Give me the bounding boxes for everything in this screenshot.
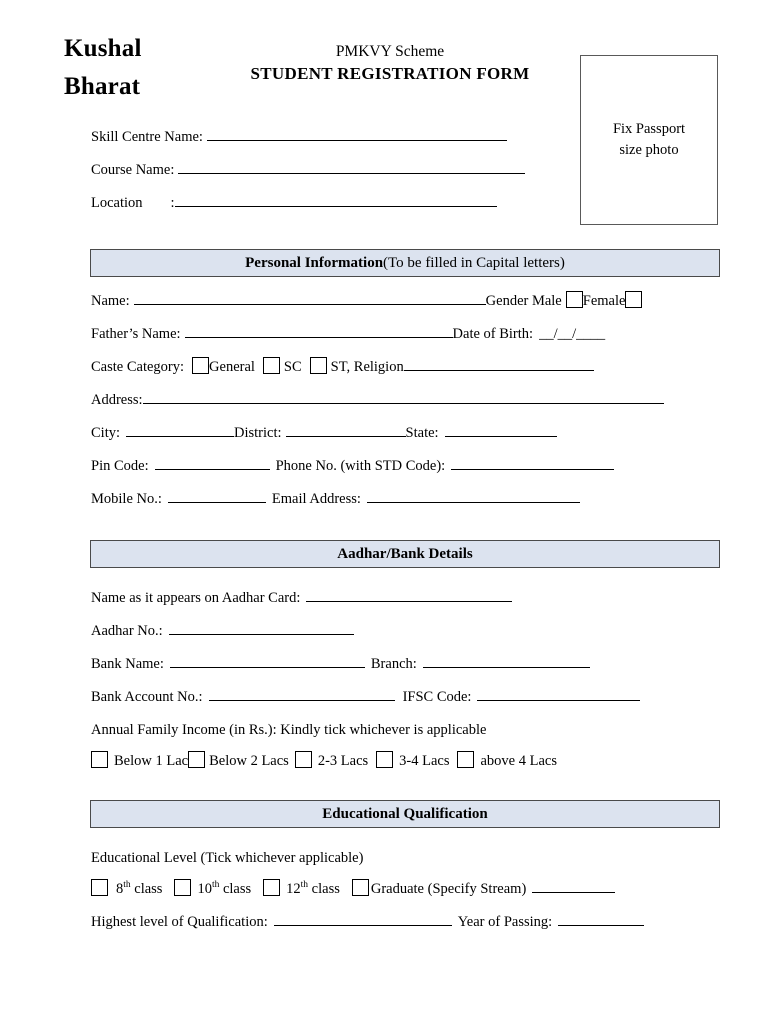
father-name-label: Father’s Name: bbox=[91, 326, 181, 342]
personal-information-heading: Personal Information bbox=[245, 254, 384, 271]
income-option-checkbox-3[interactable] bbox=[295, 751, 312, 768]
education-graduate-label: Graduate (Specify Stream) bbox=[370, 881, 527, 897]
aadhar-number-input[interactable] bbox=[169, 621, 354, 635]
income-option-label-3: 2-3 Lacs bbox=[317, 753, 369, 769]
passport-photo-line-1: Fix Passport bbox=[612, 121, 686, 137]
course-name-label: Course Name: bbox=[91, 162, 175, 178]
father-name-dob-row bbox=[91, 324, 605, 344]
aadhar-name-input[interactable] bbox=[306, 588, 512, 602]
education-12th-label bbox=[286, 881, 340, 897]
address-label: Address: bbox=[91, 392, 143, 408]
caste-category-label: Caste Category: bbox=[91, 359, 185, 375]
logo-line-2: Bharat bbox=[64, 73, 141, 100]
account-ifsc-row bbox=[91, 687, 640, 707]
gender-male-label: Gender Male bbox=[485, 293, 562, 309]
aadhar-bank-details-heading: Aadhar/Bank Details bbox=[337, 545, 473, 562]
father-name-input[interactable] bbox=[185, 324, 453, 338]
district-input[interactable] bbox=[286, 423, 406, 437]
bank-name-input[interactable] bbox=[170, 654, 365, 668]
aadhar-number-row bbox=[91, 621, 354, 641]
education-10th-checkbox[interactable] bbox=[174, 879, 191, 896]
education-graduate-checkbox[interactable] bbox=[352, 879, 369, 896]
pin-code-label: Pin Code: bbox=[91, 458, 149, 474]
caste-sc-label: SC bbox=[283, 359, 302, 375]
education-12th-rest: class bbox=[308, 881, 340, 897]
caste-st-religion-label: ST, Religion bbox=[330, 359, 404, 375]
education-10th-label bbox=[197, 881, 251, 897]
location-input[interactable] bbox=[175, 193, 497, 207]
branch-input[interactable] bbox=[423, 654, 590, 668]
logo-line-1: Kushal bbox=[64, 35, 142, 62]
caste-general-checkbox[interactable] bbox=[192, 357, 209, 374]
educational-qualification-heading: Educational Qualification bbox=[322, 805, 488, 822]
city-district-state-row bbox=[91, 423, 557, 443]
scheme-name: PMKVY Scheme bbox=[335, 43, 445, 60]
aadhar-number-label: Aadhar No.: bbox=[91, 623, 163, 639]
year-of-passing-input[interactable] bbox=[558, 912, 644, 926]
skill-centre-name-row bbox=[91, 127, 507, 147]
form-title-block bbox=[200, 42, 580, 85]
phone-label: Phone No. (with STD Code): bbox=[275, 458, 446, 474]
ifsc-label: IFSC Code: bbox=[402, 689, 472, 705]
educational-level-options-row bbox=[91, 879, 615, 899]
educational-level-label: Educational Level (Tick whichever applicable) bbox=[91, 850, 364, 866]
education-8th-suffix: th bbox=[123, 880, 131, 891]
bank-name-label: Bank Name: bbox=[91, 656, 164, 672]
email-label: Email Address: bbox=[271, 491, 361, 507]
bank-account-input[interactable] bbox=[209, 687, 395, 701]
pincode-phone-row bbox=[91, 456, 614, 476]
aadhar-name-label: Name as it appears on Aadhar Card: bbox=[91, 590, 301, 606]
caste-category-row bbox=[91, 357, 594, 377]
name-input[interactable] bbox=[134, 291, 486, 305]
date-of-birth-input[interactable]: __/__/____ bbox=[539, 326, 606, 342]
education-8th-checkbox[interactable] bbox=[91, 879, 108, 896]
caste-sc-checkbox[interactable] bbox=[263, 357, 280, 374]
gender-female-checkbox[interactable] bbox=[625, 291, 642, 308]
education-10th-suffix: th bbox=[211, 880, 220, 891]
section-header-educational-qualification bbox=[90, 800, 720, 828]
phone-input[interactable] bbox=[451, 456, 614, 470]
highest-qualification-label: Highest level of Qualification: bbox=[91, 914, 268, 930]
income-option-label-5: above 4 Lacs bbox=[480, 753, 557, 769]
education-12th-suffix: th bbox=[300, 880, 309, 891]
gender-female-label: Female bbox=[582, 293, 626, 309]
course-name-row bbox=[91, 160, 525, 180]
date-of-birth-label: Date of Birth: bbox=[452, 326, 534, 342]
education-10th-rest: class bbox=[219, 881, 252, 897]
educational-level-instruction-row bbox=[91, 848, 363, 868]
state-input[interactable] bbox=[445, 423, 557, 437]
caste-general-label: General bbox=[209, 359, 255, 375]
email-input[interactable] bbox=[367, 489, 580, 503]
aadhar-name-row bbox=[91, 588, 512, 608]
mobile-input[interactable] bbox=[168, 489, 266, 503]
mobile-label: Mobile No.: bbox=[91, 491, 162, 507]
education-8th-label bbox=[116, 881, 162, 897]
location-row bbox=[91, 193, 497, 213]
income-option-label-2: Below 2 Lacs bbox=[209, 753, 289, 769]
graduate-stream-input[interactable] bbox=[532, 879, 615, 893]
annual-income-instruction-row bbox=[91, 720, 486, 740]
name-label: Name: bbox=[91, 293, 130, 309]
passport-photo-instruction bbox=[613, 119, 685, 161]
education-8th-rest: class bbox=[130, 881, 163, 897]
personal-information-heading-note: (To be filled in Capital letters) bbox=[383, 254, 565, 271]
income-option-label-4: 3-4 Lacs bbox=[399, 753, 450, 769]
education-8th-number: 8 bbox=[116, 881, 124, 897]
passport-photo-line-2: size photo bbox=[619, 142, 679, 158]
address-input[interactable] bbox=[143, 390, 664, 404]
passport-photo-box[interactable] bbox=[580, 55, 718, 225]
name-gender-row bbox=[91, 291, 642, 311]
course-name-input[interactable] bbox=[178, 160, 525, 174]
page-title: STUDENT REGISTRATION FORM bbox=[250, 64, 530, 83]
city-input[interactable] bbox=[126, 423, 234, 437]
education-12th-number: 12 bbox=[286, 881, 301, 897]
caste-st-checkbox[interactable] bbox=[310, 357, 327, 374]
location-separator: : bbox=[170, 195, 175, 211]
district-label: District: bbox=[234, 425, 282, 441]
religion-input[interactable] bbox=[404, 357, 594, 371]
annual-income-options-row bbox=[91, 751, 557, 771]
city-label: City: bbox=[91, 425, 121, 441]
ifsc-input[interactable] bbox=[477, 687, 640, 701]
education-10th-number: 10 bbox=[197, 881, 212, 897]
skill-centre-name-label: Skill Centre Name: bbox=[91, 129, 203, 145]
highest-qualification-input[interactable] bbox=[274, 912, 452, 926]
income-option-label-1: Below 1 Lac bbox=[114, 753, 189, 769]
gender-male-checkbox[interactable] bbox=[566, 291, 583, 308]
bank-account-label: Bank Account No.: bbox=[91, 689, 203, 705]
annual-income-label: Annual Family Income (in Rs.): Kindly tick whichever is applicable bbox=[91, 722, 487, 738]
mobile-email-row bbox=[91, 489, 580, 509]
organization-logo bbox=[64, 30, 214, 106]
section-header-aadhar-bank-details bbox=[90, 540, 720, 568]
state-label: State: bbox=[405, 425, 439, 441]
address-row bbox=[91, 390, 664, 410]
skill-centre-name-input[interactable] bbox=[207, 127, 507, 141]
location-label: Location bbox=[91, 195, 143, 211]
section-header-personal-information bbox=[90, 249, 720, 277]
income-option-checkbox-5[interactable] bbox=[457, 751, 474, 768]
income-option-checkbox-2[interactable] bbox=[188, 751, 205, 768]
income-option-checkbox-4[interactable] bbox=[376, 751, 393, 768]
income-option-checkbox-1[interactable] bbox=[91, 751, 108, 768]
branch-label: Branch: bbox=[370, 656, 417, 672]
bank-name-branch-row bbox=[91, 654, 590, 674]
year-of-passing-label: Year of Passing: bbox=[457, 914, 553, 930]
pin-code-input[interactable] bbox=[155, 456, 270, 470]
highest-qualification-row bbox=[91, 912, 644, 932]
education-12th-checkbox[interactable] bbox=[263, 879, 280, 896]
